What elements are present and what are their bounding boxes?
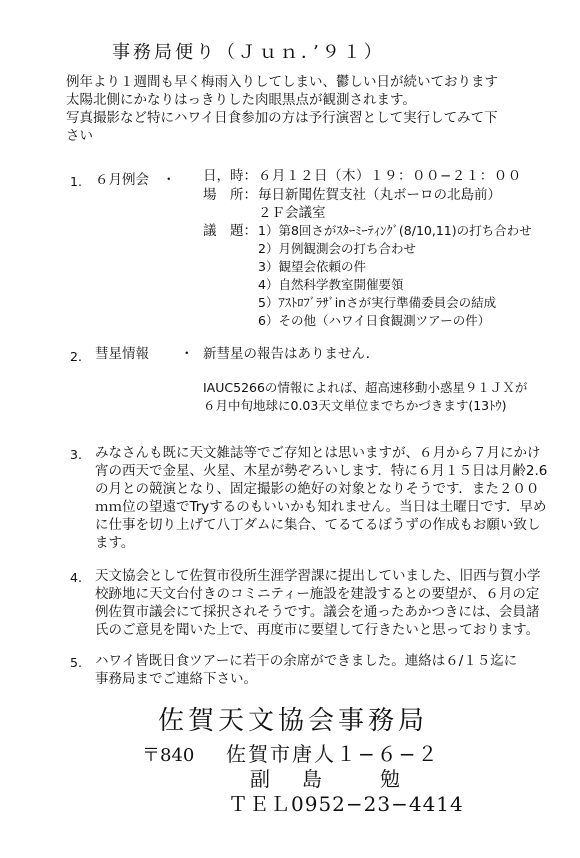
intro-line-4: さい [66,128,93,144]
comet-info-text: 新彗星の報告はありません． [203,346,380,362]
item3-line-2: 宵の西天で金星、火星、木星が勢ぞろいします．特に６月１５日は月齢2.6 [95,463,548,479]
item4-line-4: 氏のご意見を聞いた上で、再度市に要望して行きたいと思っております。 [95,622,540,638]
item2-label: 彗星情報 [95,346,149,362]
item2-number: 2. [70,349,82,364]
meeting-date-label: 日，時： [203,168,257,184]
item4-number: 4. [70,570,82,585]
item1-number: 1. [70,174,82,189]
item5-line-2: 事務局までご連絡下さい。 [95,671,257,687]
phone-number: ＴＥＬ0952−23−4414 [228,792,464,816]
item3-line-6: ます。 [95,535,135,551]
item4-line-1: 天文協会として佐賀市役所生涯学習課に提出していました、旧西与賀小学 [95,568,541,584]
page-title: 事務局便り（Ｊｕｎ．’９１） [112,42,385,63]
agenda-item-1: 1）第8回さがｽﾀｰﾐｰﾃｨﾝｸﾞ(8/10,11)の打ち合わせ [258,223,532,238]
meeting-date-value: ６月１２日（木）１９：００−２１：００ [258,168,522,184]
intro-line-1: 例年より１週間も早く梅雨入りしてしまい、鬱しい日が続いております [66,74,498,90]
item3-line-4: ｍｍ位の望遠でTryするのもいいかも知れません。当日は土曜日です．早め [95,499,547,515]
contact-name: 副 島 勉 [250,767,406,791]
meeting-place-value: 毎日新聞佐賀支社（丸ボーロの北島前） [258,187,501,203]
asteroid-note-2: ６月中旬地球に0.03天文単位までちかづきます(13ﾄｳ) [203,398,507,413]
org-name: 佐賀天文協会事務局 [158,706,429,736]
agenda-item-5: 5）ｱｽﾄﾛﾌﾞﾗｻﾞinさが実行準備委員会の結成 [258,295,497,310]
meeting-place-label: 場 所： [203,187,257,203]
item5-line-1: ハワイ皆既日食ツアーに若干の余席ができました。連絡は６/１５迄に [95,653,518,669]
item3-line-5: に仕事を切り上げて八丁ダムに集合、てるてるぼうずの作成もお願い致し [95,517,541,533]
item3-number: 3. [70,447,82,462]
item5-number: 5. [70,655,82,670]
postal-code: 〒840 [142,745,195,766]
item1-label: ６月例会 [95,172,149,188]
item4-line-2: 校跡地に天文台付きのコミニティー施設を建設するとの要望が、６月の定 [95,586,540,602]
item1-separator: ・ [162,172,176,188]
item2-separator: ・ [180,346,194,362]
agenda-label: 議 題： [203,223,257,239]
agenda-item-4: 4）自然科学教室開催要領 [258,277,404,292]
intro-line-3: 写真撮影など特にハワイ日食参加の方は予行演習として実行してみて下 [66,110,498,126]
item4-line-3: 例佐賀市議会にて採択されそうです。議会を通ったあかつきには、会員諸 [95,604,540,620]
agenda-item-3: 3）観望会依頼の件 [258,259,366,274]
item3-line-3: の月との競演となり、固定撮影の絶好の対象となりそうです．また２００ [95,481,540,497]
agenda-item-6: 6）その他（ハワイ日食観測ツアーの件） [258,313,491,328]
asteroid-note-1: IAUC5266の情報によれば、超高速移動小惑星９１ＪＸが [203,380,528,395]
meeting-place-room: ２Ｆ会議室 [258,205,326,221]
agenda-item-2: 2）月例観測会の打ち合わせ [258,241,416,256]
intro-line-2: 太陽北側にかなりはっきりした肉眼黒点が観測されます。 [66,92,416,108]
address: 佐賀市唐人１−６−２ [226,742,440,766]
item3-line-1: みなさんも既に天文雑誌等でご存知とは思いますが、６月から７月にかけ [95,445,541,461]
